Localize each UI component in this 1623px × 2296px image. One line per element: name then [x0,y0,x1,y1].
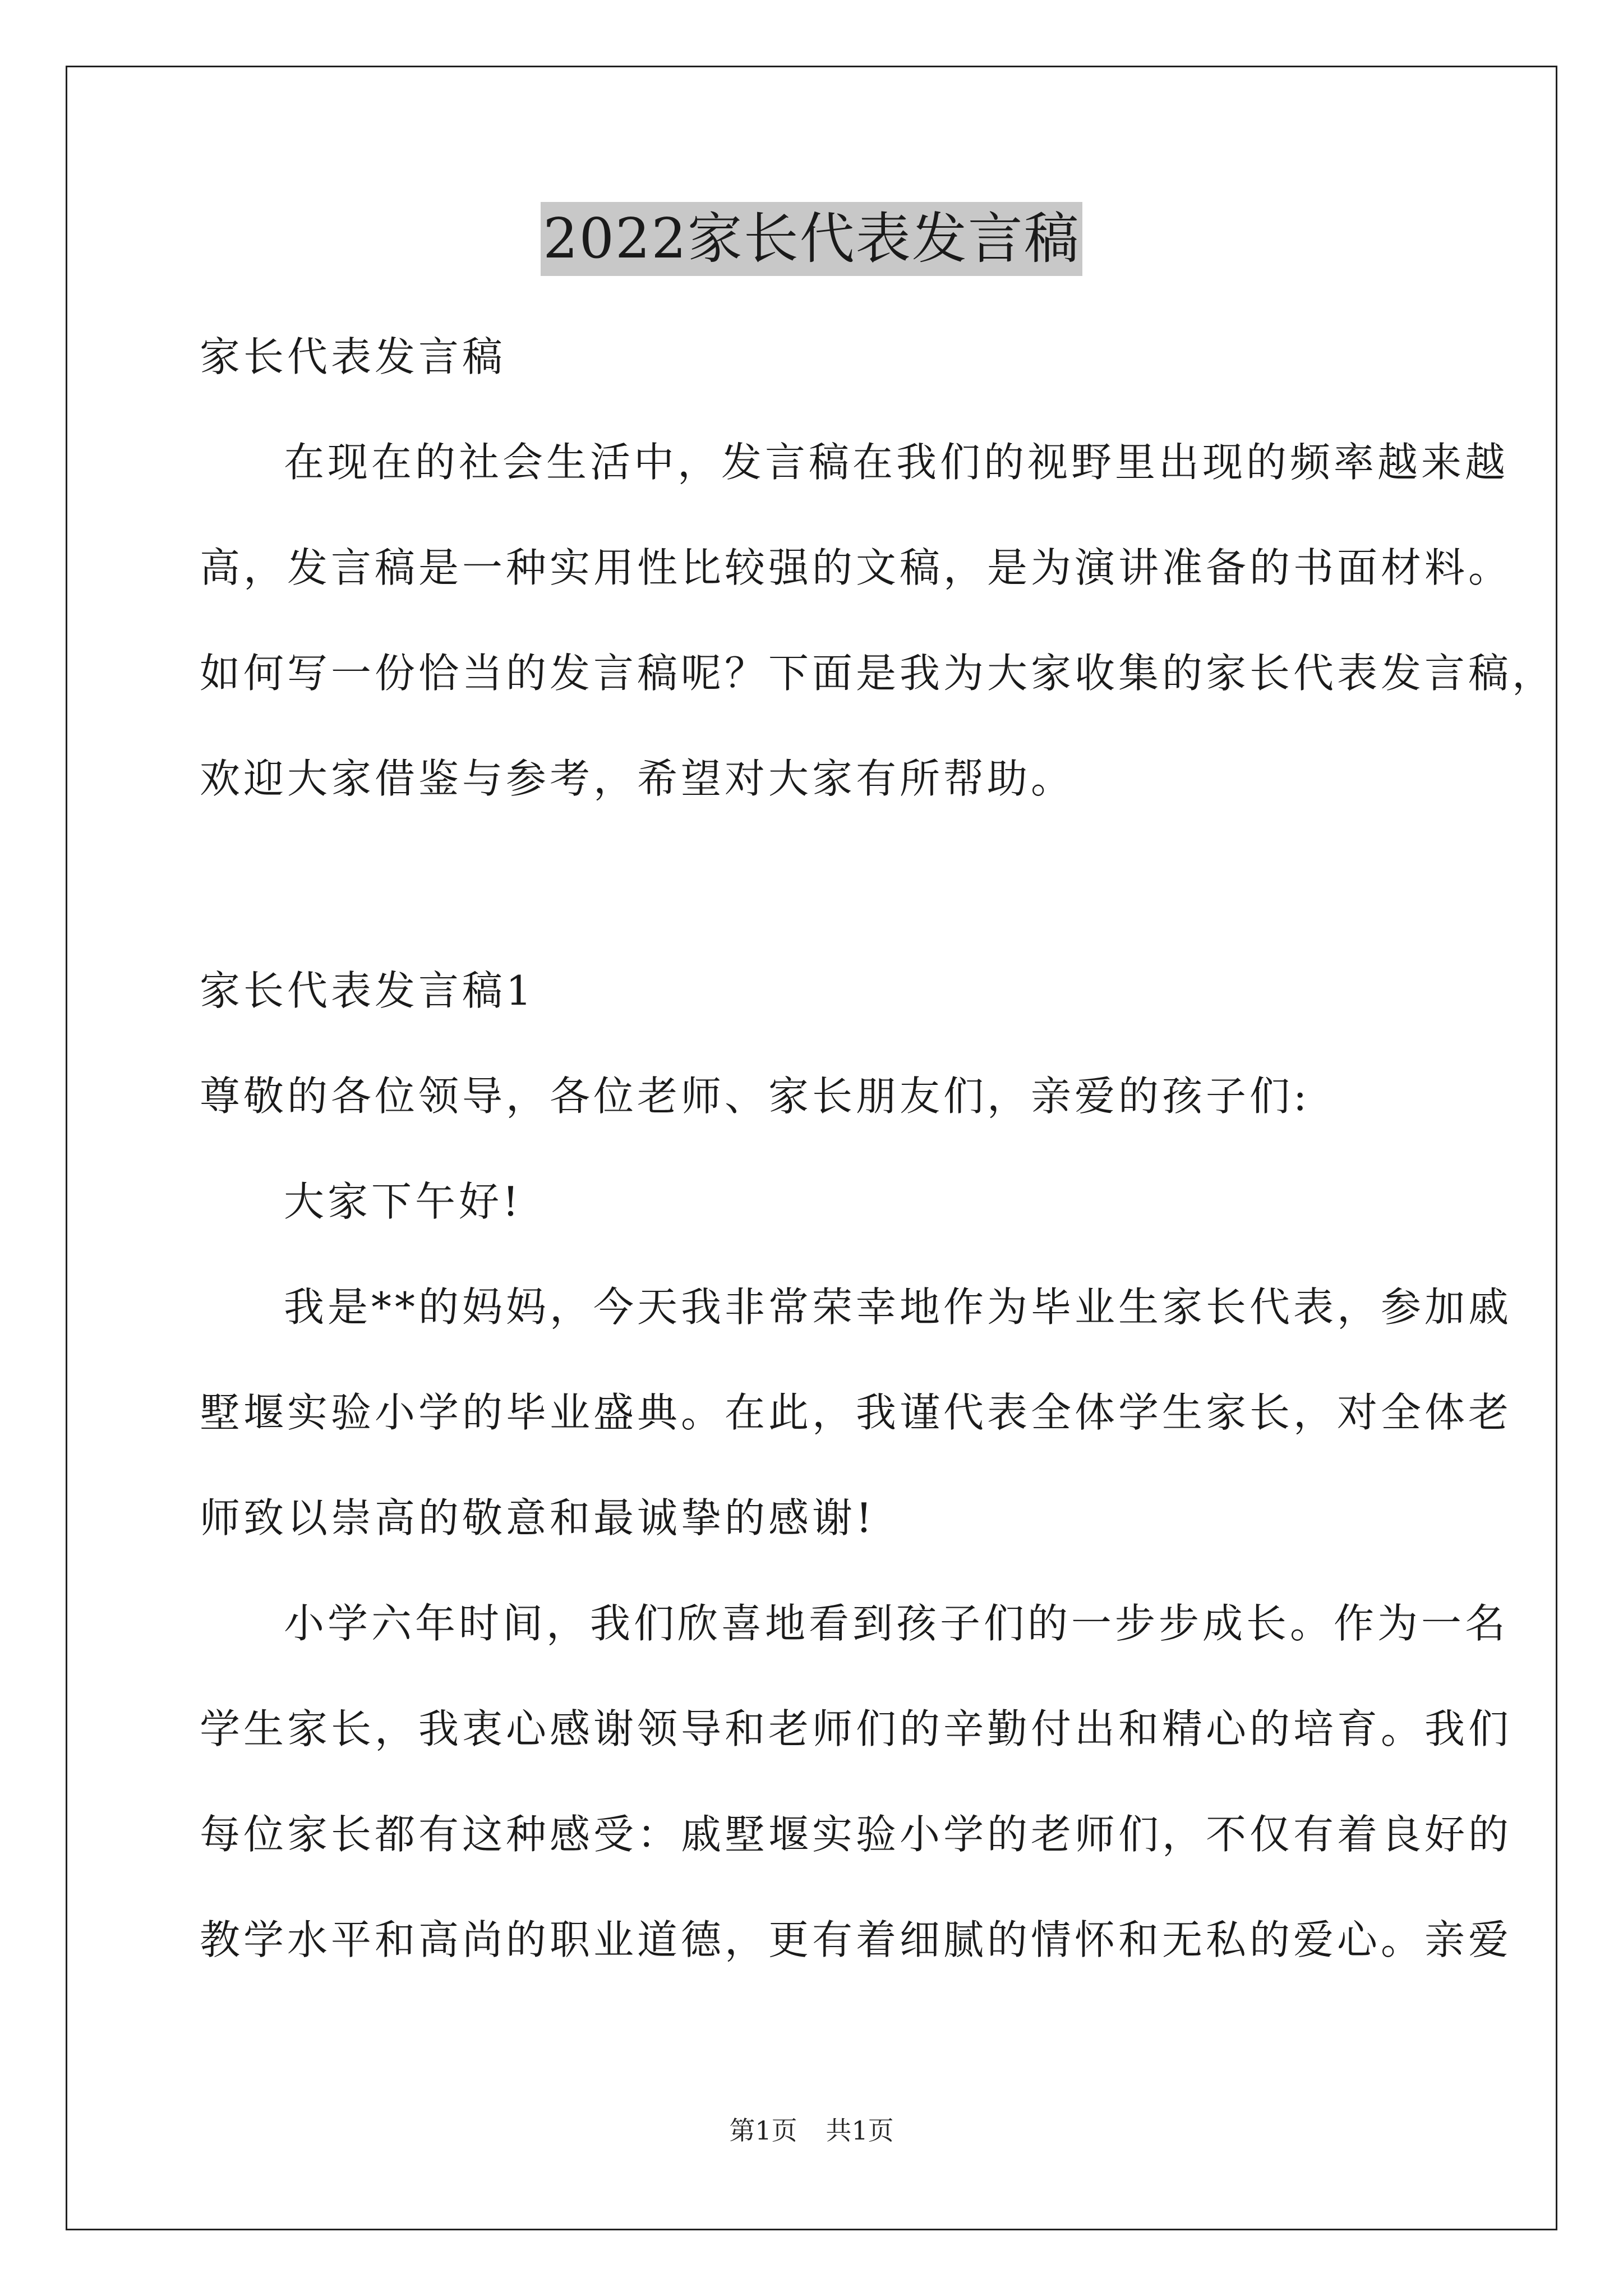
title-container [0,202,1623,276]
paragraph-line: 如何写一份恰当的发言稿呢？下面是我为大家收集的家长代表发言稿， [200,650,1556,697]
paragraph-line: 师致以崇高的敬意和最诚挚的感谢! [200,1494,875,1542]
page-footer [0,2115,1623,2146]
paragraph-line: 高，发言稿是一种实用性比较强的文稿，是为演讲准备的书面材料。 [200,544,1513,591]
document-title: 2022家长代表发言稿 [541,202,1082,276]
paragraph-line: 欢迎大家借鉴与参考，希望对大家有所帮助。 [200,755,1075,802]
paragraph-line: 墅堰实验小学的毕业盛典。在此，我谨代表全体学生家长，对全体老 [200,1389,1513,1436]
paragraph-line: 学生家长，我衷心感谢领导和老师们的辛勤付出和精心的培育。我们 [200,1705,1513,1752]
section-gap [200,864,1461,970]
paragraph-line: 每位家长都有这种感受：戚墅堰实验小学的老师们，不仅有着良好的 [200,1811,1513,1858]
paragraph-line: 我是**的妈妈，今天我非常荣幸地作为毕业生家长代表，参加戚 [284,1283,1513,1331]
page-number-total: 共1页 [826,2115,894,2146]
section-heading: 家长代表发言稿1 [200,967,535,1014]
section-heading: 家长代表发言稿 [200,333,506,380]
page-number-current: 第1页 [729,2115,797,2146]
paragraph-line: 小学六年时间，我们欣喜地看到孩子们的一步步成长。作为一名 [284,1600,1509,1647]
document-body [200,333,1556,2025]
salutation-line: 尊敬的各位领导，各位老师、家长朋友们，亲爱的孩子们: [200,1073,1311,1120]
greeting-line: 大家下午好! [284,1178,522,1225]
paragraph-line: 教学水平和高尚的职业道德，更有着细腻的情怀和无私的爱心。亲爱 [200,1916,1513,1963]
paragraph-line: 在现在的社会生活中，发言稿在我们的视野里出现的频率越来越 [284,439,1509,486]
